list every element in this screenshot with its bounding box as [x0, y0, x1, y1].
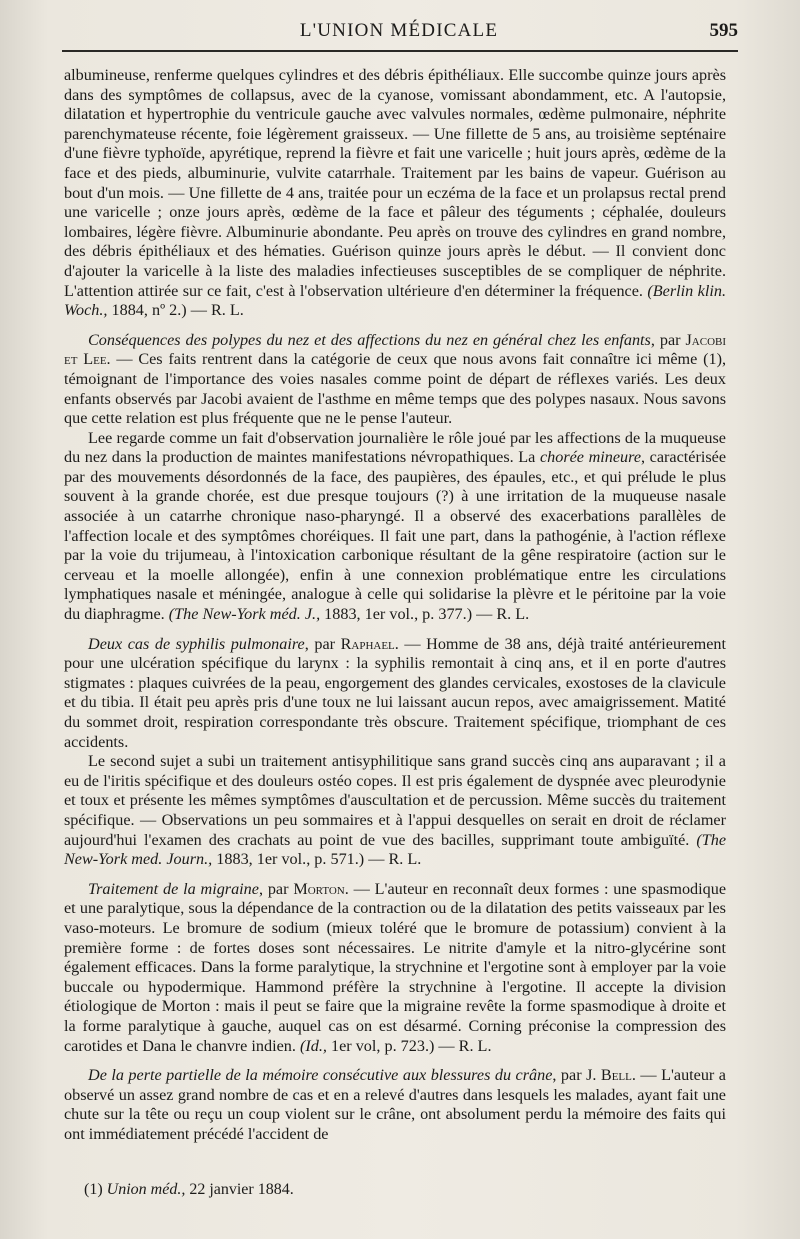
footnote-date: 22 janvier 1884.	[189, 1181, 294, 1198]
page-number: 595	[709, 20, 738, 41]
paragraph-polypes: Conséquences des polypes du nez et des affections du nez en général chez les enfants, par Jacobi et Lee. — Ces faits rentrent dans la catégorie de ceux que nous avons fait connaître ici même (1), témoignant de l'importance des voies nasales comme point de départ de réflexes variés. Les deux enfants observés par Jacobi avaient de l'asthme en même temps que des polypes nasaux. Nous savons que cette relation est plus fréquente que ne le pense l'auteur.	[64, 330, 727, 428]
citation-source: (The New-York méd. J.,	[168, 605, 321, 624]
header-rule	[62, 50, 738, 52]
article-author: Raphael	[340, 634, 395, 653]
paragraph-varicelle: albumineuse, renferme quelques cylindres et des débris épithéliaux. Elle succombe quinze jours après dans des symptômes de collapsus, avec de la cyanose, vomissant abondamment, etc. A l'autopsie, dilatation et hypertrophie du ventricule gauche avec valvules normales, œdème pulmonaire, néphrite parenchymateuse récente, foie légèrement graisseux. — Une fillette de 5 ans, au troisième septénaire d'une fièvre typhoïde, apyrétique, reprend la fièvre et fait une varicelle ; huit jours après, œdème de la face et des pieds, albuminurie, vulvite catarrhale. Traitement par les bains de vapeur. Guérison au bout d'un mois. — Une fillette de 4 ans, traitée pour un eczéma de la face et un prolapsus rectal prend une varicelle ; onze jours après, œdème de la face et pâleur des téguments ; céphalée, douleurs lombaires, légère fièvre. Albuminurie abondante. Peu après on trouve des cylindres en grand nombre, des débris épithéliaux et des hématies. Guérison quinze jours après le début. — Il convient donc d'ajouter la varicelle à la liste des maladies infectieuses susceptibles de se compliquer de néphrite. L'attention attirée sur ce fait, c'est à l'observation ultérieure d'en déterminer la fréquence. (Berlin klin. Woch., 1884, nº 2.) — R. L.	[64, 66, 726, 320]
footnote	[84, 1181, 294, 1199]
article-body	[64, 66, 726, 1144]
footnote-mark: (1)	[84, 1181, 103, 1198]
citation-source: (Berlin klin. Woch.,	[64, 281, 726, 320]
running-title: L'UNION MÉDICALE	[299, 20, 499, 41]
paragraph-choree: Lee regarde comme un fait d'observation journalière le rôle joué par les affections de la muqueuse du nez dans la production de maintes manifestations névropathiques. La chorée mineure, caractérisée par des mouvements désordonnés de la face, des paupières, des épaules, etc., et qui prélude le plus souvent à la grande chorée, est due presque toujours (?) à une irritation de la muqueuse nasale associée à un catarrhe chronique naso-pharyngé. Il a observé des exacerbations parallèles de l'affection locale et des symptômes choréiques. Il fait une part, dans la pathogénie, à l'action réflexe par la voie du trijumeau, à l'intoxication carbonique résultant de la gêne respiratoire (action sur le cerveau et la moelle allongée), enfin à une connexion problématique entre les circulations lymphatiques nasale et méningée, analogue à celle qui solidarise la plèvre et le péritoine par la voie du diaphragme. (The New-York méd. J., 1883, 1er vol., p. 377.) — R. L.	[64, 428, 727, 624]
article-title: De la perte partielle de la mémoire consécutive aux blessures du crâne	[88, 1066, 553, 1085]
paragraph-memoire: De la perte partielle de la mémoire consécutive aux blessures du crâne, par J. Bell. — L'auteur a observé un assez grand nombre de cas et en a relevé d'autres dans lesquels les malades, ayant fait une chute sur la tête ou reçu un coup violent sur le crâne, ont absolument perdu la mémoire des faits qui ont immédiatement précédé l'accident de	[64, 1066, 726, 1143]
paragraph-syphilis: Deux cas de syphilis pulmonaire, par Raphael. — Homme de 38 ans, déjà traité antérieurement pour une ulcération spécifique du larynx : la syphilis remontait à cinq ans, et il en porte d'autres stigmates : plaques cuivrées de la peau, engorgement des glandes cervicales, exostoses de la clavicule et du tibia. Il était peu après pris d'une toux ne lui laissant aucun repos, avec amaigrissement. Matité du sommet droit, respiration correspondante très obscure. Traitement spécifique, triomphant de ces accidents.	[64, 634, 727, 751]
citation-source: (The New-York med. Journ.,	[64, 830, 726, 869]
article-title: Conséquences des polypes du nez et des affections du nez en général chez les enfants	[88, 330, 651, 349]
paragraph-migraine: Traitement de la migraine, par Morton. — L'auteur en reconnaît deux formes : une spasmodique et une paralytique, sous la dépendance de la contraction ou de la dilatation des petits vaisseaux par les vaso-moteurs. Le bromure de sodium (mieux toléré que le bromure de potassium) convient à la première forme : de fortes doses sont nécessaires. Le nitrite d'amyle et la nitro-glycérine sont également efficaces. Dans la forme paralytique, la strychnine et l'ergotine sont à employer par la voie buccale ou hypodermique. Hammond préfère la strychnine à l'ergotine. Il accepte la division étiologique de Morton : mais il peut se faire que la migraine revête la forme spasmodique à droite et la forme paralytique à gauche, auquel cas on est désarmé. Corning préconise la compression des carotides et Dana le chanvre indien. (Id., 1er vol, p. 723.) — R. L.	[64, 879, 726, 1055]
article-author: Jacobi et Lee	[64, 330, 727, 369]
paragraph-second-sujet: Le second sujet a subi un traitement antisyphilitique sans grand succès cinq ans auparavant ; il a eu de l'iritis spécifique et des douleurs ostéo copes. Il est pris également de dyspnée avec pleurodynie et toux et présente les mêmes symptômes d'auscultation et de percussion. Même succès du traitement spécifique. — Observations un peu sommaires et à l'appui desquelles on serait en droit de réclamer aujourd'hui l'examen des crachats au point de vue des bacilles, supprimant toute ambiguïté. (The New-York med. Journ., 1883, 1er vol., p. 571.) — R. L.	[64, 752, 726, 869]
article-author: J. Bell	[586, 1066, 632, 1085]
footnote-source: Union méd.,	[106, 1181, 186, 1198]
page-header	[60, 18, 738, 48]
article-title: Deux cas de syphilis pulmonaire	[88, 634, 305, 653]
article-title: Traitement de la migraine	[88, 879, 259, 898]
emphasis: chorée mineure	[539, 448, 642, 467]
article-author: Morton	[293, 879, 345, 898]
citation-source: (Id.,	[299, 1036, 327, 1055]
